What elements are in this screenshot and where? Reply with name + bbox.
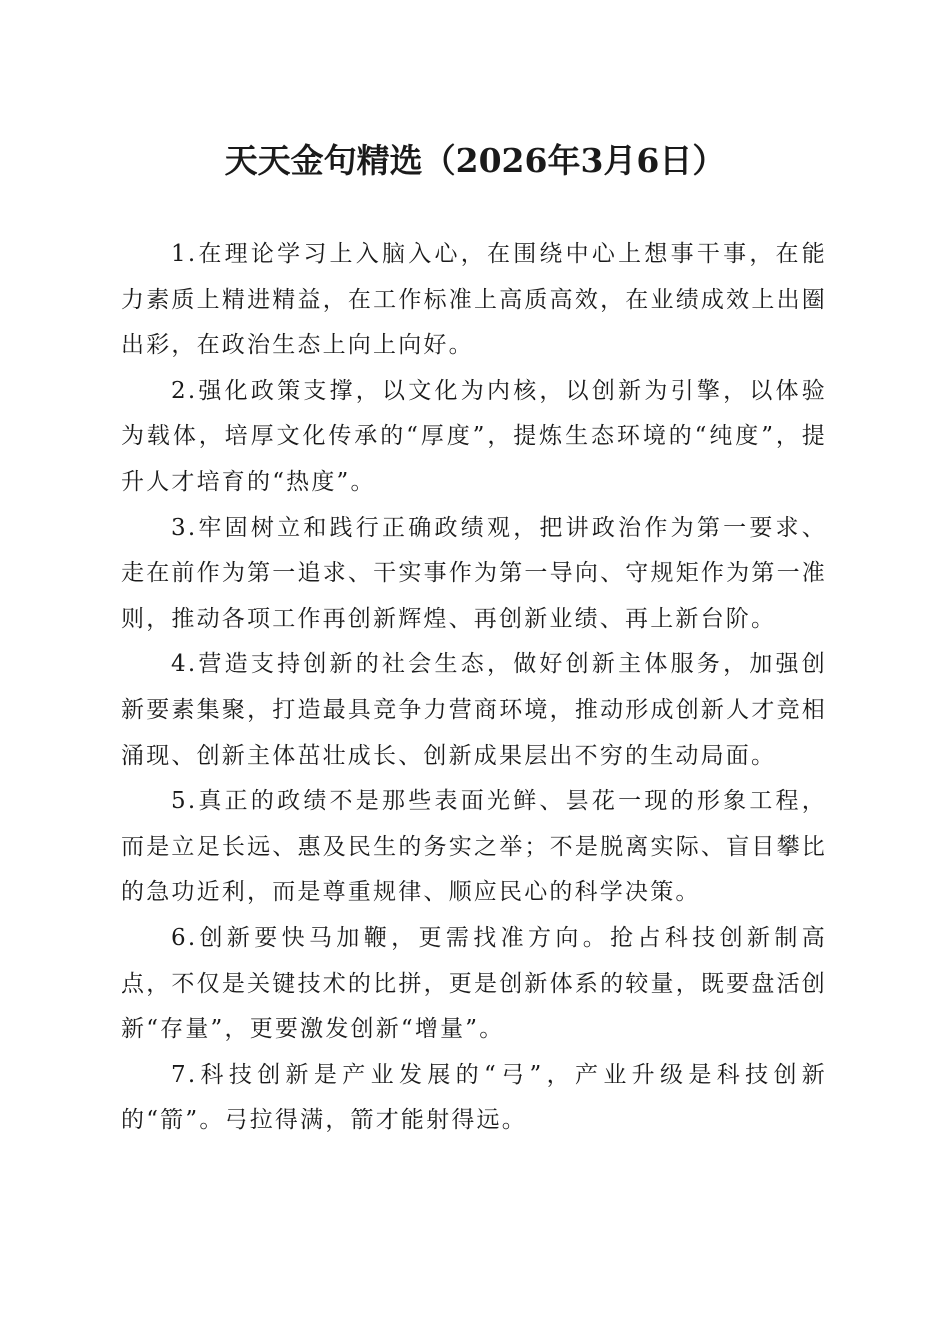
document-title: 天天金句精选（2026年3月6日） — [224, 141, 726, 180]
paragraph-6: 6.创新要快马加鞭，更需找准方向。抢占科技创新制高点，不仅是关键技术的比拼，更是创新体系的较量，既要盘活创新“存量”，更要激发创新“增量”。 — [121, 924, 827, 1043]
paragraph-7: 7.科技创新是产业发展的“弓”，产业升级是科技创新的“箭”。弓拉得满，箭才能射得远。 — [121, 1061, 827, 1134]
paragraph-2: 2.强化政策支撑，以文化为内核，以创新为引擎，以体验为载体，培厚文化传承的“厚度”，提炼生态环境的“纯度”，提升人才培育的“热度”。 — [121, 377, 827, 495]
paragraph-1: 1.在理论学习上入脑入心，在围绕中心上想事干事，在能力素质上精进精益，在工作标准上高质高效，在业绩成效上出圈出彩，在政治生态上向上向好。 — [121, 241, 827, 359]
document-body — [121, 232, 827, 1144]
paragraph-3: 3.牢固树立和践行正确政绩观，把讲政治作为第一要求、走在前作为第一追求、干实事作为第一导向、守规矩作为第一准则，推动各项工作再创新辉煌、再创新业绩、再上新台阶。 — [121, 514, 827, 632]
paragraph-5: 5.真正的政绩不是那些表面光鲜、昙花一现的形象工程，而是立足长远、惠及民生的务实之举；不是脱离实际、盲目攀比的急功近利，而是尊重规律、顺应民心的科学决策。 — [121, 788, 827, 906]
paragraph-4: 4.营造支持创新的社会生态，做好创新主体服务，加强创新要素集聚，打造最具竞争力营商环境，推动形成创新人才竞相涌现、创新主体茁壮成长、创新成果层出不穷的生动局面。 — [121, 651, 827, 769]
